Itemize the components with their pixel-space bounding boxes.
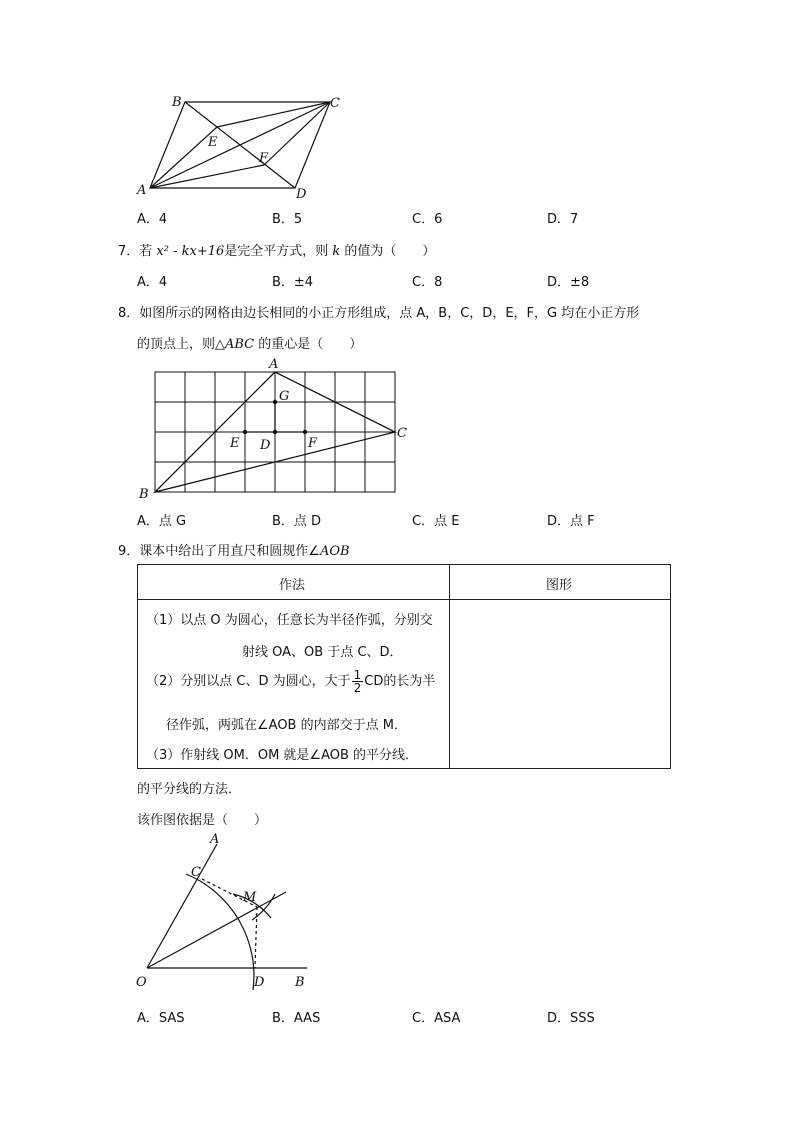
label-b: B [295, 975, 305, 990]
q8-option-a[interactable] [137, 510, 186, 529]
label-b: B [139, 487, 149, 502]
q7-number: 7． [118, 244, 140, 259]
q8-line1-text: 如图所示的网格由边长相同的小正方形组成，点 A，B，C，D，E，F，G 均在小正方形 [139, 306, 640, 321]
label-a: A [269, 357, 279, 372]
label-e: E [208, 135, 218, 150]
q7-option-c[interactable]: C．8 [412, 275, 443, 290]
q9-option-c[interactable] [412, 1007, 460, 1026]
q6-option-d[interactable]: D．7 [547, 212, 579, 227]
q9-method-table [137, 564, 671, 769]
label-m: M [243, 890, 257, 905]
label-d: D [296, 187, 307, 202]
label-g: G [279, 389, 290, 404]
q9-option-d-text: D．SSS [547, 1011, 595, 1026]
label-e: E [230, 436, 240, 451]
q8-option-c[interactable] [412, 510, 459, 529]
step3-line: （3）作射线 OM．OM 就是∠AOB 的平分线． [146, 748, 419, 763]
q9-after-line2: 该作图依据是（ ） [137, 813, 268, 828]
step2-post: CD的长为半 [364, 674, 436, 689]
fraction-numerator: 1 [353, 668, 362, 682]
q7-variable: k [332, 244, 341, 259]
fraction-half [352, 669, 364, 694]
q9-option-b[interactable] [272, 1007, 320, 1026]
label-a: A [210, 832, 220, 847]
q6-figure [130, 90, 350, 205]
q9-stem-var: AOB [319, 544, 350, 559]
point-d [273, 430, 277, 434]
q9-stem [118, 540, 350, 559]
label-o: O [136, 975, 147, 990]
segment-ae [150, 127, 217, 188]
q8-option-b-text: B．点 D [272, 514, 322, 529]
segment-cf [264, 102, 330, 165]
label-c: C [191, 865, 201, 880]
step2-pre: （2）分别以点 C、D 为圆心，大于 [146, 674, 351, 689]
point-e [243, 430, 247, 434]
q7-stem [118, 240, 435, 259]
point-f [303, 430, 307, 434]
q9-option-a[interactable] [137, 1007, 185, 1026]
segment-af [150, 165, 264, 188]
q9-option-d[interactable] [547, 1007, 595, 1026]
diagonal-bd [185, 102, 295, 188]
q6-option-a[interactable]: A．4 [137, 212, 168, 227]
q7-stem-pre: 若 [139, 244, 157, 259]
label-d: D [260, 438, 271, 453]
q7-expression: x² - kx+16 [156, 244, 225, 259]
q6-option-b[interactable]: B．5 [272, 212, 303, 227]
q8-number: 8． [118, 306, 140, 321]
q8-option-c-text: C．点 E [412, 514, 460, 529]
label-d: D [254, 975, 265, 990]
q6-option-c[interactable]: C．6 [412, 212, 443, 227]
q7-option-d[interactable]: D．±8 [547, 275, 590, 290]
q9-after-line1: 的平分线的方法． [137, 782, 242, 797]
q8-line2-pre: 的顶点上，则△ [137, 337, 225, 352]
q8-stem-line1 [118, 302, 639, 321]
q7-stem-post: 的值为（ ） [340, 244, 436, 259]
q9-option-a-text: A．SAS [137, 1011, 185, 1026]
q9-angle-figure [130, 830, 330, 995]
label-f: F [308, 436, 318, 451]
label-b: B [172, 95, 182, 110]
label-c: C [330, 96, 340, 111]
label-a: A [137, 183, 147, 198]
segment-ce [217, 102, 330, 127]
q8-option-a-text: A．点 G [137, 514, 187, 529]
point-g [273, 400, 277, 404]
q9-option-b-text: B．AAS [272, 1011, 321, 1026]
q8-grid-figure [135, 355, 415, 503]
q8-option-d-text: D．点 F [547, 514, 595, 529]
q8-option-b[interactable] [272, 510, 321, 529]
table-header-figure: 图形 [546, 578, 573, 593]
step1-line-b: 射线 OA、OB 于点 C、D． [242, 645, 403, 660]
step1-line-a: （1）以点 O 为圆心，任意长为半径作弧，分别交 [146, 613, 433, 628]
q9-stem-pre: 课本中给出了用直尺和圆规作∠ [139, 544, 320, 559]
q8-line2-post: 的重心是（ ） [254, 337, 363, 352]
q8-option-d[interactable] [547, 510, 595, 529]
q8-stem-line2 [137, 333, 362, 352]
q7-option-b[interactable]: B．±4 [272, 275, 314, 290]
q8-line2-var: ABC [225, 337, 255, 352]
fraction-denominator: 2 [353, 681, 362, 695]
step2-line-b: 径作弧，两弧在∠AOB 的内部交于点 M． [166, 718, 407, 733]
label-c: C [397, 426, 407, 441]
step2-line-a [146, 669, 435, 694]
q9-number: 9． [118, 544, 140, 559]
label-f: F [259, 151, 269, 166]
q9-option-c-text: C．ASA [412, 1011, 461, 1026]
table-header-method: 作法 [279, 578, 306, 593]
q7-option-a[interactable]: A．4 [137, 275, 168, 290]
q7-stem-mid: 是完全平方式，则 [224, 244, 333, 259]
